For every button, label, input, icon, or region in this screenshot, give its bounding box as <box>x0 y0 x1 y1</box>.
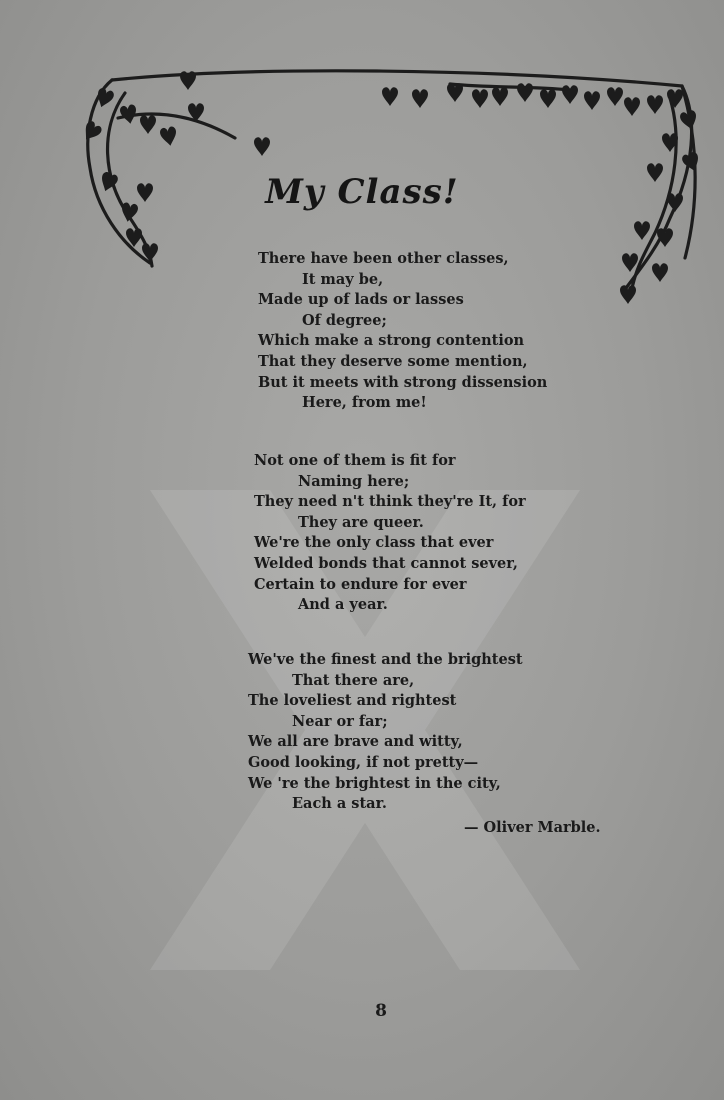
poem-line: We've the finest and the brightest <box>248 651 523 668</box>
poem-stanza-2 <box>254 451 526 616</box>
poem-line: They are queer. <box>298 513 424 531</box>
poem-line: Which make a strong contention <box>258 332 525 350</box>
poem-author: — Oliver Marble. <box>464 819 601 836</box>
page-number: 8 <box>375 1001 387 1021</box>
poem-line: Naming here; <box>298 472 410 490</box>
poem-line: Of degree; <box>302 311 387 329</box>
poem-line: We're the only class that ever <box>254 534 494 552</box>
poem-line: Welded bonds that cannot sever, <box>254 554 518 572</box>
poem-line: The loveliest and rightest <box>248 692 457 710</box>
poem-title: My Class! <box>265 172 459 212</box>
poem-line: But it meets with strong dissension <box>258 373 548 391</box>
poem-line: They need n't think they're It, for <box>254 493 526 511</box>
poem-line: It may be, <box>302 270 384 288</box>
poem-line: Made up of lads or lasses <box>258 291 464 309</box>
poem-line: And a year. <box>298 596 388 614</box>
poem-line: Each a star. <box>292 795 387 813</box>
poem-line: That there are, <box>292 671 415 689</box>
poem-line: We 're the brightest in the city, <box>248 774 501 792</box>
poem-line: Good looking, if not pretty— <box>248 753 479 771</box>
poem-line: Not one of them is fit for <box>254 452 456 469</box>
poem-stanza-3 <box>248 650 523 815</box>
poem-stanza-1 <box>258 249 547 414</box>
poem-line: We all are brave and witty, <box>248 733 463 751</box>
poem-line: There have been other classes, <box>258 250 509 267</box>
poem-line: Certain to endure for ever <box>254 575 467 593</box>
poem-line: Here, from me! <box>302 394 427 412</box>
poem-line: That they deserve some mention, <box>258 352 528 370</box>
poem-line: Near or far; <box>292 712 388 730</box>
